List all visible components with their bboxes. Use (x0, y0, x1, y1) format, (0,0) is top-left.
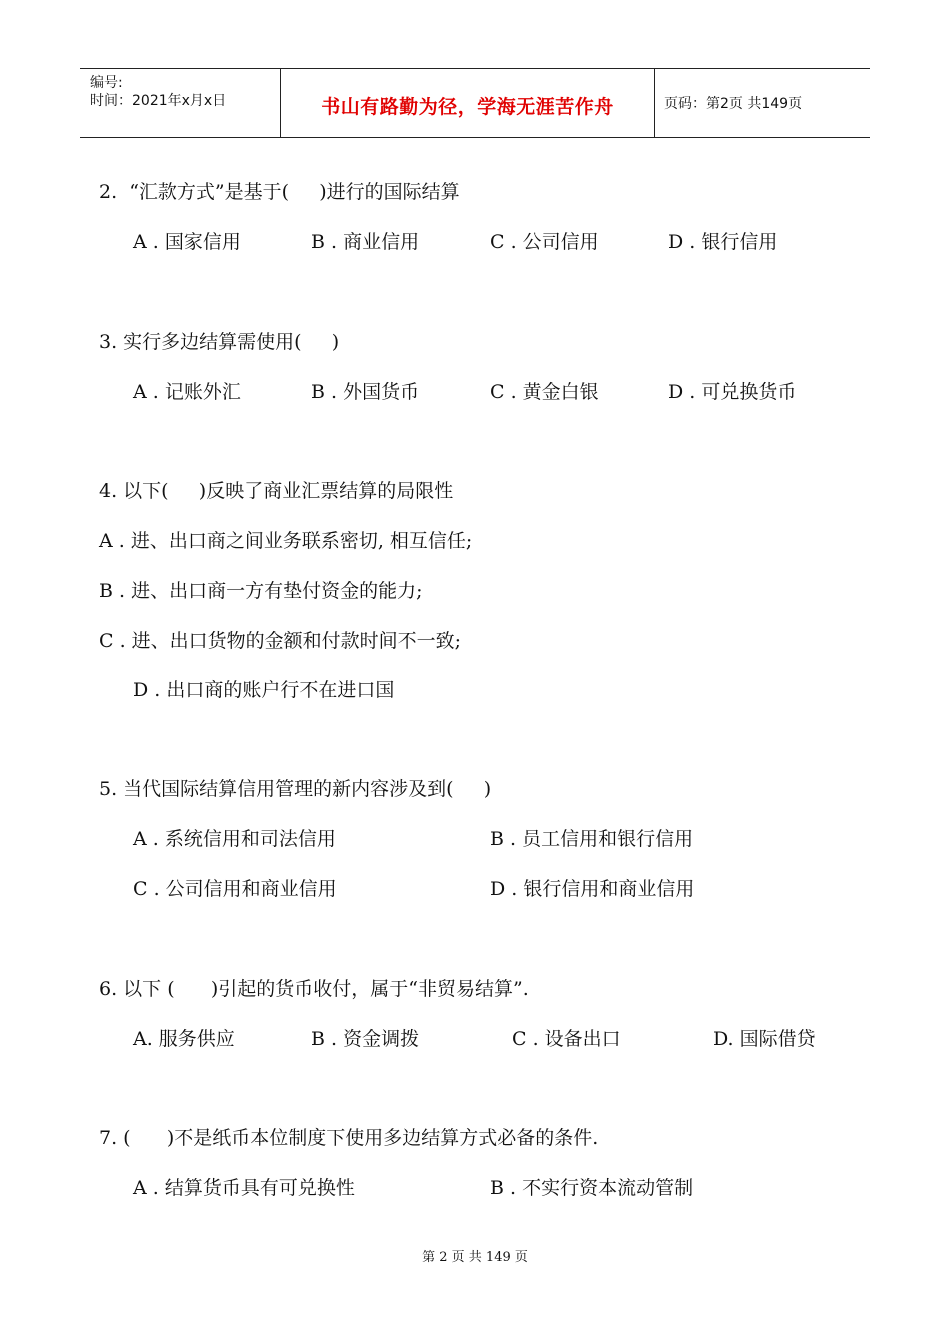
page-info: 页码：第2页 共149页 (664, 96, 803, 112)
question-7-stem: 7. ( )不是纸币本位制度下使用多边结算方式必备的条件. (99, 1127, 599, 1149)
header-motto-cell (280, 69, 655, 137)
question-2-stem: 2. “汇款方式”是基于( )进行的国际结算 (99, 181, 460, 203)
question-5-option-a: A . 系统信用和司法信用 (133, 828, 336, 850)
time-label: 时间：2021年x月x日 (90, 93, 227, 109)
question-3-option-d: D . 可兑换货币 (668, 381, 797, 403)
question-2-option-c: C . 公司信用 (490, 231, 599, 253)
header-left-cell (80, 69, 280, 137)
number-label: 编号: (90, 75, 123, 91)
question-6-option-c: C . 设备出口 (512, 1028, 621, 1050)
question-7-option-b: B . 不实行资本流动管制 (490, 1177, 694, 1199)
question-5-stem: 5. 当代国际结算信用管理的新内容涉及到( ) (99, 778, 492, 800)
question-4-stem: 4. 以下( )反映了商业汇票结算的局限性 (99, 480, 454, 502)
question-5-option-d: D . 银行信用和商业信用 (490, 878, 695, 900)
question-6-stem: 6. 以下 ( )引起的货币收付，属于“非贸易结算”. (99, 978, 529, 1000)
question-4-option-d: D . 出口商的账户行不在进口国 (133, 679, 395, 701)
question-6-option-d: D. 国际借贷 (713, 1028, 816, 1050)
question-7-option-a: A . 结算货币具有可兑换性 (133, 1177, 355, 1199)
question-3-stem: 3. 实行多边结算需使用( ) (99, 331, 340, 353)
question-2-option-b: B . 商业信用 (311, 231, 420, 253)
motto-text: 书山有路勤为径，学海无涯苦作舟 (321, 96, 614, 118)
question-2-option-a: A . 国家信用 (133, 231, 241, 253)
question-6-option-a: A. 服务供应 (133, 1028, 235, 1050)
page-footer: 第 2 页 共 149 页 (422, 1250, 528, 1265)
question-3-option-a: A . 记账外汇 (133, 381, 241, 403)
header-right-cell (654, 69, 870, 137)
question-3-option-b: B . 外国货币 (311, 381, 420, 403)
question-5-option-b: B . 员工信用和银行信用 (490, 828, 694, 850)
question-6-option-b: B . 资金调拨 (311, 1028, 420, 1050)
question-2-option-d: D . 银行信用 (668, 231, 778, 253)
document-header (80, 68, 870, 138)
question-4-option-c: C . 进、出口货物的金额和付款时间不一致; (99, 630, 462, 652)
question-3-option-c: C . 黄金白银 (490, 381, 599, 403)
question-4-option-b: B . 进、出口商一方有垫付资金的能力; (99, 580, 423, 602)
question-4-option-a: A . 进、出口商之间业务联系密切, 相互信任; (99, 530, 473, 552)
question-5-option-c: C . 公司信用和商业信用 (133, 878, 337, 900)
